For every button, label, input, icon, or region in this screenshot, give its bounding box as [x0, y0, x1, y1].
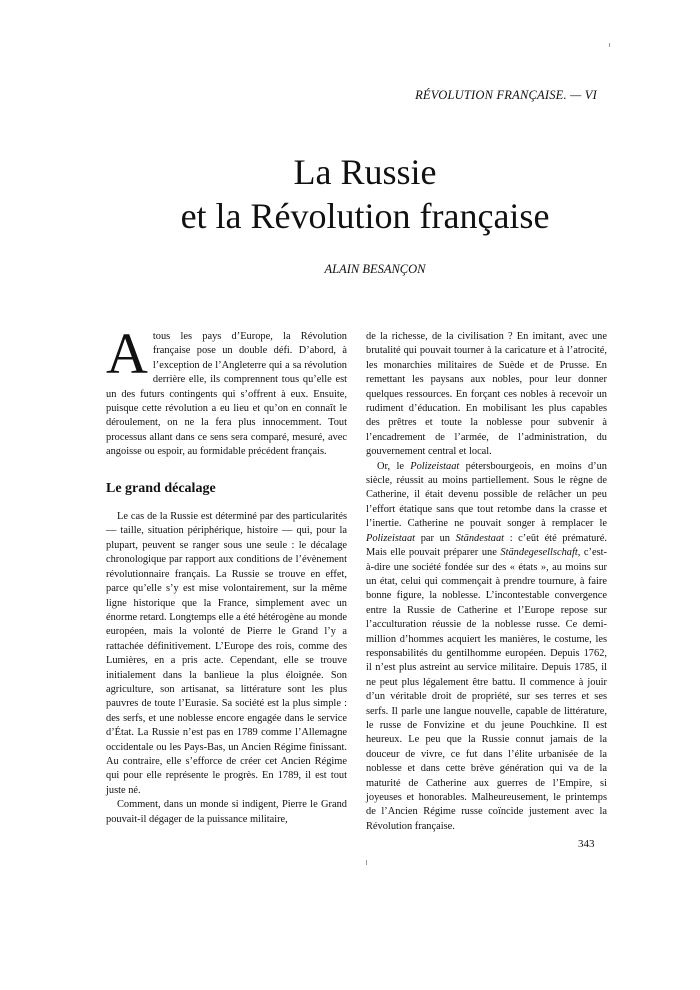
text-run: c’est-à-dire une société fondée sur des « états », au moins sur un état, celui qui commençait à prendre tournure, à faire bonne figure, la noblesse. L’incontestable convergence entre la Russie de Catherine et l’Europe repose sur l’acculturation réussie de la noblesse russe. Ce demi-million d’hommes acquiert les manières, le costume, les responsabilités du gentilhomme européen. Depuis 1762, il n’est plus astreint au service militaire. Depuis 1785, il ne peut plus légalement être battu. Il commence à jouir d’un véritable droit de propriété, sur ses terres et ses serfs. Il parle une langue nouvelle, capable de littérature, le russe de Fonvizine et du jeune Pouchkine. Il est heureux. Le peu que la Russie connut jamais de la douceur de vivre, ce fut dans l’élite urbanisée de la noblesse et dans cette brève génération qui va de la maturité de Catherine aux guerres de l’Empire, si joyeuses et honorables. Malheureusement, le printemps de l’Ancien Régime russe coïncide justement avec la Révolution française.: [366, 547, 607, 832]
paragraph: [366, 460, 607, 835]
paragraph: Comment, dans un monde si indigent, Pierre le Grand pouvait-il dégager de la puissance militaire,: [106, 799, 347, 825]
page-number: 343: [578, 838, 595, 850]
print-mark: [609, 43, 610, 47]
intro-text: tous les pays d’Europe, la Révolution française pose un double défi. D’abord, à l’exception de l’Angleterre qui a sa révolution derrière elle, ils comprennent tous qu’elle est un des futurs contingents qui s’offrent à eux. Ensuite, puisque cette révolution a eu lieu et qu’on en connaît le déroulement, on ne la fera plus innocemment. Tout processus allant dans ce sens sera comparé, mesuré, avec angoisse ou espoir, au formidable précédent français.: [106, 331, 347, 458]
title-line-2: et la Révolution française: [180, 196, 550, 236]
italic-term: Ständestaat: [455, 532, 505, 544]
title-line-1: La Russie: [293, 152, 437, 192]
section-heading: Le grand décalage: [106, 480, 216, 496]
article-title: [30, 150, 700, 238]
text-run: : c’eût été prématuré. Mais elle pouvait préparer une: [366, 532, 607, 559]
author-name: ALAIN BESANÇON: [324, 262, 426, 276]
text-run: pétersbourgeois, en moins d’un siècle, réussit au moins partiellement. Sous le règne de Catherine, il était devenu possible de relâcher un peu l’effort étatique sans que tout retombe dans la crasse et l’inertie. Catherine ne pouvait songer à remplacer le: [366, 460, 607, 530]
print-mark: [366, 860, 367, 865]
right-column: [366, 330, 607, 834]
italic-term: Polizeistaat: [366, 532, 416, 544]
running-head: RÉVOLUTION FRANÇAISE. — VI: [415, 88, 597, 102]
text-run: par un: [415, 532, 456, 544]
paragraph: Le cas de la Russie est déterminé par des particularités — taille, situation périphérique, histoire — qui, pour la plupart, peuvent se ranger sous une seule : le décalage chronologique par rapport aux conditions de l’évènement révolutionnaire français. La Russie se trouve en effet, parce qu’elle s’y est mise volontairement, sur la même ligne historique que la France, simplement avec un énorme retard. Longtemps elle a été hétérogène au monde européen, mais la volonté de Pierre le Grand l’y a rattachée définitivement. L’Europe des rois, comme des Lumières, en a pris acte. Cependant, elle se trouve initialement dans la banlieue la plus éloignée. Son agriculture, son artisanat, sa littérature sont les plus pauvres de toute l’Eurasie. Sa société est la plus simple : des serfs, et une noblesse encore engagée dans le service d’État. La Russie n’est pas en 1789 comme l’Allemagne occidentale ou les Pays-Bas, un Ancien Régime finissant. Au contraire, elle s’efforce de créer cet Ancien Régime qui pour elle représente le progrès. En 1789, il est tout juste né.: [106, 511, 347, 796]
paragraph: de la richesse, de la civilisation ? En imitant, avec une brutalité qui pouvait tourner à la caricature et à l’atrocité, les monarchies militaires de Suède et de Prusse. En remettant les paysans aux nobles, pour leur donner quelques ressources. En forçant ces nobles à recevoir un rudiment d’éducation. En mobilisant les plus capables des prêtres et toute la noblesse pour subvenir à l’encadrement de l’armée, de l’administration, du gouvernement central et local.: [366, 331, 607, 458]
intro-paragraph: [106, 321, 347, 460]
drop-cap: A: [106, 321, 148, 386]
italic-term: Polizeistaat: [410, 460, 460, 472]
text-run: Or, le: [377, 460, 411, 472]
left-column: [106, 321, 347, 827]
italic-term: Ständegesellschaft,: [500, 547, 581, 559]
